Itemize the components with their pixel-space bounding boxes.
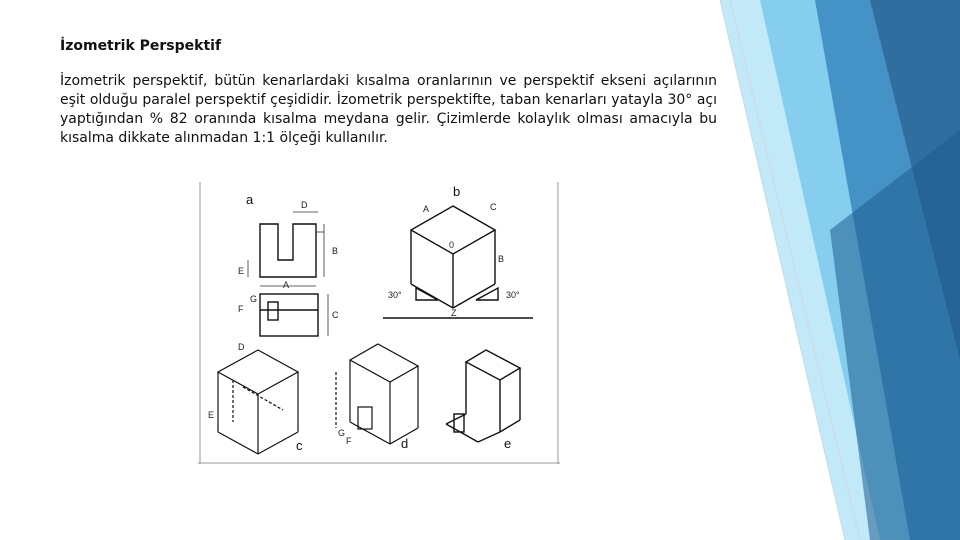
angle-label-left: 30° (388, 290, 402, 300)
dim-label-B: B (332, 246, 339, 256)
slide-paragraph: İzometrik perspektif, bütün kenarlardaki kısalma oranlarının ve perspektif ekseni açılarının eşit olduğu paralel perspektif çeşididir. İzometrik perspektifte, taban kenarları yatayla 30° açı yaptığından % 82 oranında kısalma meydana gelir. Çizimlerde kolaylık olması amacıyla bu kısalma dikkate alınmadan 1:1 ölçeği kullanılır. (60, 73, 717, 146)
panel-label-b: b (453, 184, 461, 199)
dim-label-b-Z: Z (451, 308, 457, 318)
isometric-drawing (198, 182, 560, 464)
panel-label-e: e (504, 436, 512, 451)
dim-label-b-0: 0 (449, 240, 455, 250)
dim-label-G: G (250, 294, 258, 304)
decorative-shapes (720, 0, 960, 540)
panel-label-a: a (246, 192, 254, 207)
dim-label-d-F: F (346, 436, 352, 446)
dim-label-b-A: A (423, 204, 430, 214)
dim-label-c-D: D (238, 342, 245, 352)
dim-label-D: D (301, 200, 308, 210)
dim-label-b-C: C (490, 202, 497, 212)
dim-label-A: A (283, 280, 290, 290)
panel-b-isometric-box (383, 206, 533, 318)
panel-label-d: d (401, 436, 409, 451)
dim-label-E: E (238, 266, 245, 276)
isometric-figure (198, 182, 560, 464)
panel-d-partial-solid (336, 344, 418, 444)
panel-c-construction (218, 350, 298, 454)
dim-label-F: F (238, 304, 244, 314)
dim-label-C: C (332, 310, 339, 320)
slide-title: İzometrik Perspektif (60, 38, 222, 54)
panel-label-c: c (296, 438, 303, 453)
angle-label-right: 30° (506, 290, 520, 300)
dim-label-b-B: B (498, 254, 505, 264)
panel-e-finished-solid (446, 350, 520, 442)
dim-label-c-E: E (208, 410, 215, 420)
dim-label-d-G: G (338, 428, 346, 438)
